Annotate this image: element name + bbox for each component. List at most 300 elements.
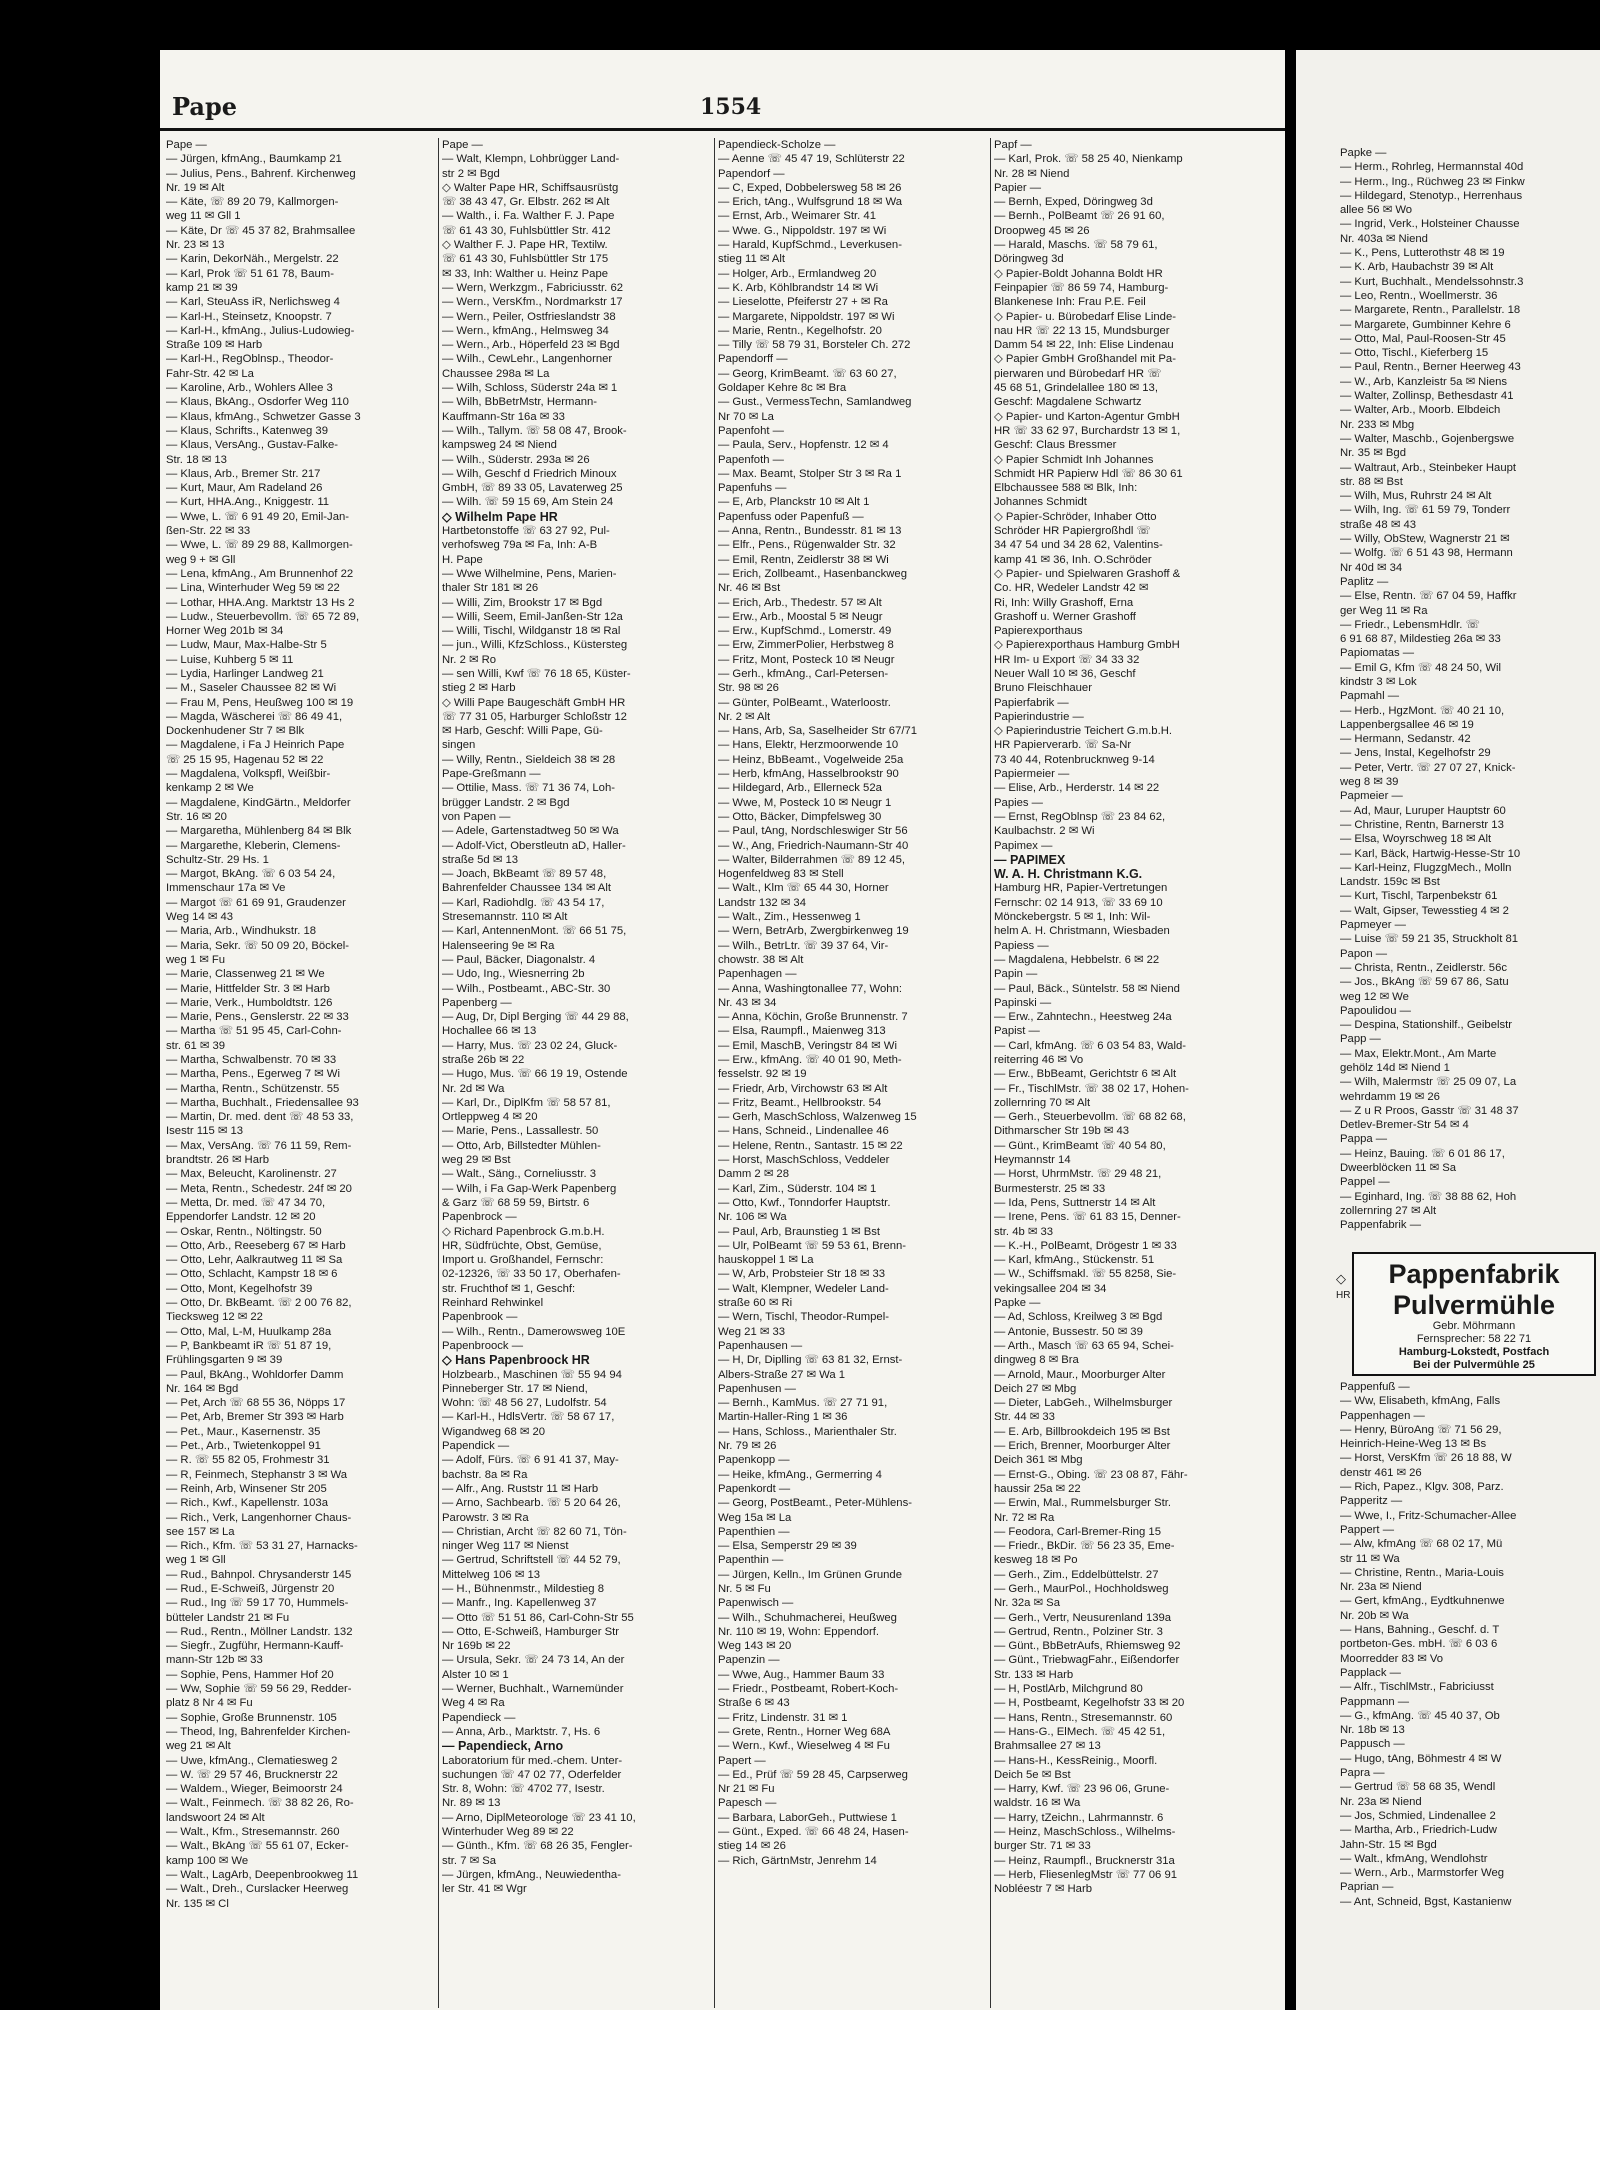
directory-entry-line: — Otto ☏ 51 51 86, Carl-Cohn-Str 55 [442,1611,634,1624]
directory-entry-line: ger Weg 11 ✉ Ra [1340,604,1428,617]
directory-entry-line: Str. 98 ✉ 26 [718,682,779,695]
directory-entry-line: — R. ☏ 55 82 05, Frohmestr 31 [166,1454,330,1467]
directory-entry-line: — Udo, Ing., Wiesnerring 2b [442,968,585,981]
directory-entry-line: — Arno, Sachbearb. ☏ 5 20 64 26, [442,1497,621,1510]
directory-entry-line: & Garz ☏ 68 59 59, Birtstr. 6 [442,1196,590,1209]
directory-entry-line: — Magdalena, Volkspfl, Weißbir- [166,768,331,781]
directory-entry-line: Papenfoth — [718,453,784,466]
directory-entry-line: Pappa — [1340,1133,1388,1146]
directory-entry-line: HR, Südfrüchte, Obst, Gemüse, [442,1239,602,1252]
directory-entry-line: — C, Exped, Dobbelersweg 58 ✉ 26 [718,181,902,194]
directory-entry-line: Hochallee 66 ✉ 13 [442,1025,537,1038]
directory-entry-line: — Otto, Arb., Reeseberg 67 ✉ Harb [166,1239,346,1252]
ad-line: Gebr. Möhrmann [1432,1320,1516,1332]
directory-entry-line: kamp 41 ✉ 36, Inh. O.Schröder [994,553,1152,566]
directory-entry-line: Papier — [994,181,1042,194]
directory-entry-line: — Wolfg. ☏ 6 51 43 98, Hermann [1340,547,1513,560]
directory-entry-line: Papinski — [994,996,1052,1009]
directory-entry-line: — Ottilie, Mass. ☏ 71 36 74, Loh- [442,782,615,795]
directory-entry-line: thaler Str 181 ✉ 26 [442,582,539,595]
directory-entry-line: Papert — [718,1754,766,1767]
directory-entry-line: — Wern., Kwf., Wieselweg 4 ✉ Fu [718,1740,890,1753]
directory-entry-line: — Walter, Zollinsp, Bethesdastr 41 [1340,390,1514,403]
directory-entry-line: vekingsallee 204 ✉ 34 [994,1282,1107,1295]
directory-entry-line: — Heinz, Bauing. ☏ 6 01 86 17, [1340,1147,1505,1160]
directory-entry-line: — E. Arb, Billbrookdeich 195 ✉ Bst [994,1425,1170,1438]
directory-entry-line: Papendick — [442,1440,510,1453]
directory-entry-line: — Otto, Mal, Paul-Roosen-Str 45 [1340,332,1506,345]
directory-entry-line: — Wern, BetrArb, Zwergbirkenweg 19 [718,925,909,938]
directory-entry-line: — Wilh., Schuhmacherei, Heußweg [718,1611,897,1624]
directory-entry-line: Blankenese Inh: Frau P.E. Feil [994,296,1146,309]
directory-entry-line: Weg 15a ✉ La [718,1511,792,1524]
directory-entry-line: ☏ 77 31 05, Harburger Schloßstr 12 [442,710,627,723]
directory-entry-line: — Otto, Mont, Kegelhofstr 39 [166,1282,313,1295]
directory-entry-line: — Marie, Verk., Humboldtstr. 126 [166,996,333,1009]
directory-entry-line: — Karl, Dr., DiplKfm ☏ 58 57 81, [442,1096,611,1109]
directory-entry-line: — G., kfmAng. ☏ 45 40 37, Ob [1340,1709,1500,1722]
directory-entry-line: Ri, Inh: Willy Grashoff, Erna [994,596,1134,609]
directory-entry-line: Burmesterstr. 25 ✉ 33 [994,1182,1106,1195]
directory-entry-line: Paplitz — [1340,575,1389,588]
directory-entry-line: straße 5d ✉ 13 [442,853,519,866]
directory-entry-line: — Hans, Schloss., Marienthaler Str. [718,1425,897,1438]
directory-entry-line: — Gertrud, Schriftstell ☏ 44 52 79, [442,1554,621,1567]
directory-entry-line: — Erw., Zahntechn., Heestweg 24a [994,1011,1172,1024]
directory-entry-line: Nr. 403a ✉ Niend [1340,232,1428,245]
directory-entry-line: Papesch — [718,1797,777,1810]
directory-entry-line: Str. 44 ✉ 33 [994,1411,1055,1424]
directory-entry-line: Nr. 135 ✉ Cl [166,1897,229,1910]
column-rule [714,138,715,2008]
directory-entry-line: — Jens, Instal, Kegelhofstr 29 [1340,747,1491,760]
directory-entry-line: Weg 143 ✉ 20 [718,1640,792,1653]
directory-entry-line: — Theod, Ing, Bahrenfelder Kirchen- [166,1725,351,1738]
directory-entry-line: ◇ Wilhelm Pape HR [442,509,558,524]
directory-entry-line: — Carl, kfmAng. ☏ 6 03 54 83, Wald- [994,1039,1187,1052]
directory-entry-line: — Feodora, Carl-Bremer-Ring 15 [994,1525,1161,1538]
directory-entry-line: str. Fruchthof ✉ 1, Geschf: [442,1282,576,1295]
directory-entry-line: helm A. H. Christmann, Wiesbaden [994,925,1170,938]
directory-entry-line: pierwaren und Bürobedarf HR ☏ [994,367,1162,380]
directory-entry-line: Papenkordt — [718,1482,791,1495]
directory-entry-line: — Erwin, Mal., Rummelsburger Str. [994,1497,1172,1510]
directory-entry-line: — Marie, Classenweg 21 ✉ We [166,968,325,981]
directory-entry-line: ◇ Papier- und Spielwaren Grashoff & [994,567,1181,580]
directory-entry-line: — Antonie, Bussestr. 50 ✉ 39 [994,1325,1143,1338]
directory-entry-line: — Martha, Pens., Egerweg 7 ✉ Wi [166,1068,340,1081]
directory-entry-line: stieg 14 ✉ 26 [718,1840,786,1853]
directory-entry-line: — Karin, DekorNäh., Mergelstr. 22 [166,253,339,266]
directory-entry-line: — W., Ang, Friedrich-Naumann-Str 40 [718,839,909,852]
directory-entry-line: waldstr. 16 ✉ Wa [994,1797,1081,1810]
directory-entry-line: Brahmsallee 27 ✉ 13 [994,1740,1101,1753]
directory-entry-line: — Christa, Rentn., Zeidlerstr. 56c [1340,961,1508,974]
directory-entry-line: — Jürgen, Kelln., Im Grünen Grunde [718,1568,902,1581]
directory-entry-line: Eppendorfer Landstr. 12 ✉ 20 [166,1211,316,1224]
directory-entry-line: — Karl, SteuAss iR, Nerlichsweg 4 [166,296,340,309]
directory-entry-line: Jahn-Str. 15 ✉ Bgd [1340,1838,1437,1851]
directory-entry-line: Papmeyer — [1340,919,1406,932]
directory-entry-line: 34 47 54 und 34 28 62, Valentins- [994,539,1163,552]
directory-entry-line: — Walt, Klempner, Wedeler Land- [718,1282,889,1295]
directory-entry-line: — Wern., Peiler, Ostfrieslandstr 38 [442,310,616,323]
directory-entry-line: — Otto, Lehr, Aalkrautweg 11 ✉ Sa [166,1254,343,1267]
directory-entry-line: Nr. 23a ✉ Niend [1340,1795,1422,1808]
directory-entry-line: — sen Willi, Kwf ☏ 76 18 65, Küster- [442,667,631,680]
directory-entry-line: ✉ Harb, Geschf: Willi Pape, Gü- [442,725,603,738]
directory-entry-line: — Wilh., CewLehr., Langenhorner [442,353,613,366]
directory-entry-line: hauskoppel 1 ✉ La [718,1254,814,1267]
directory-entry-line: ◇ Hans Papenbroock HR [442,1353,590,1368]
directory-entry-line: — Harald, Maschs. ☏ 58 79 61, [994,239,1158,252]
directory-entry-line: Grashoff u. Werner Grashoff [994,610,1136,623]
directory-entry-line: — Hans, Elektr, Herzmoorwende 10 [718,739,899,752]
directory-entry-line: Deich 27 ✉ Mbg [994,1382,1077,1395]
directory-entry-line: Deich 5e ✉ Bst [994,1768,1071,1781]
directory-entry-line: Papin — [994,968,1038,981]
directory-entry-line: — Walter, Bilderrahmen ☏ 89 12 45, [718,853,906,866]
directory-entry-line: — H, PostlArb, Milchgrund 80 [994,1683,1143,1696]
directory-entry-line: — Despina, Stationshilf., Geibelstr [1340,1019,1513,1032]
directory-entry-line: — Gerh., Zim., Eddelbüttelstr. 27 [994,1568,1159,1581]
directory-entry-line: Papierexporthaus [994,625,1083,638]
directory-entry-line: Papiess — [994,939,1049,952]
directory-entry-line: — Elfr., Pens., Rügenwalder Str. 32 [718,539,896,552]
directory-entry-line: — Karl-Heinz, FlugzgMech., Molln [1340,861,1512,874]
directory-entry-line: Döringweg 3d [994,253,1064,266]
directory-entry-line: — Horst, VersKfm ☏ 26 18 88, W [1340,1452,1512,1465]
directory-entry-line: ☏ 61 43 30, Fuhlsbüttler Str. 412 [442,224,611,237]
directory-entry-line: — Margarethe, Kleberin, Clemens- [166,839,341,852]
directory-entry-line: — Ernst-G., Obing. ☏ 23 08 87, Fähr- [994,1468,1188,1481]
directory-entry-line: — Ingrid, Verk., Holsteiner Chausse [1340,218,1520,231]
directory-entry-line: — Julius, Pens., Bahrenf. Kirchenweg [166,167,356,180]
directory-entry-line: — Willy, ObStew, Wagnerstr 21 ✉ [1340,533,1510,546]
directory-entry-line: — Hans, Arb, Sa, Saselheider Str 67/71 [718,725,918,738]
directory-entry-line: Wohn: ☏ 48 56 27, Ludolfstr. 54 [442,1397,607,1410]
column-2 [442,138,710,2008]
directory-entry-line: Pappenhagen — [1340,1409,1425,1422]
directory-entry-line: — Otto, Schlacht, Kampstr 18 ✉ 6 [166,1268,338,1281]
directory-entry-line: — Sophie, Große Brunnenstr. 105 [166,1711,337,1724]
directory-entry-line: — Pet, Arb, Bremer Str 393 ✉ Harb [166,1411,344,1424]
directory-entry-line: — Wilh, Schloss, Süderstr 24a ✉ 1 [442,382,618,395]
directory-entry-line: — Heinz, BbBeamt., Vogelweide 25a [718,753,904,766]
directory-entry-line: — Otto, Tischl., Kieferberg 15 [1340,347,1489,360]
directory-entry-line: — Meta, Rentn., Schedestr. 24f ✉ 20 [166,1182,352,1195]
directory-entry-line: Bruno Fleischhauer [994,682,1092,695]
directory-entry-line: — Wern., Arb., Marmstorfer Weg [1340,1867,1505,1880]
directory-entry-line: Nr. 72 ✉ Ra [994,1511,1055,1524]
directory-entry-line: — Aenne ☏ 45 47 19, Schlüterstr 22 [718,153,905,166]
directory-entry-line: Elbchaussee 588 ✉ Blk, Inh: [994,482,1138,495]
directory-entry-line: — Kurt, Maur, Am Radeland 26 [166,482,323,495]
directory-entry-line: Import u. Großhandel, Fernschr: [442,1254,604,1267]
directory-entry-line: — Harry, Mus. ☏ 23 02 24, Gluck- [442,1039,618,1052]
directory-entry-line: Hamburg HR, Papier-Vertretungen [994,882,1168,895]
directory-entry-line: denstr 461 ✉ 26 [1340,1466,1422,1479]
directory-entry-line: Dweerblöcken 11 ✉ Sa [1340,1162,1457,1175]
directory-entry-line: str. 61 ✉ 39 [166,1039,226,1052]
directory-entry-line: — Adele, Gartenstadtweg 50 ✉ Wa [442,825,619,838]
directory-entry-line: — Metta, Dr. med. ☏ 47 34 70, [166,1196,326,1209]
directory-entry-line: 6 91 68 87, Mildestieg 26a ✉ 33 [1340,633,1501,646]
directory-entry-line: — Wilh., Rentn., Damerowsweg 10E [442,1325,626,1338]
directory-entry-line: — Ed., Prüf ☏ 59 28 45, Carpserweg [718,1768,908,1781]
directory-entry-line: — Bernh., KamMus. ☏ 27 71 91, [718,1397,888,1410]
ad-line: Hamburg-Lokstedt, Postfach [1398,1346,1550,1358]
directory-entry-line: — Herb, kfmAng, Hasselbrookstr 90 [718,768,899,781]
directory-entry-line: stieg 11 ✉ Alt [718,253,786,266]
directory-entry-line: — Karl-H., RegOblnsp., Theodor- [166,353,334,366]
directory-entry-line: ☏ 38 43 47, Gr. Elbstr. 262 ✉ Alt [442,196,610,209]
directory-entry-line: ◇ Willi Pape Baugeschäft GmbH HR [442,696,626,709]
directory-entry-line: stieg 2 ✉ Harb [442,682,516,695]
directory-entry-line: — Ww, Sophie ☏ 59 56 29, Redder- [166,1683,352,1696]
directory-entry-line: — Ernst, Arb., Weimarer Str. 41 [718,210,876,223]
directory-entry-line: — Friedr, Arb, Virchowstr 63 ✉ Alt [718,1082,888,1095]
column-rule [990,138,991,2008]
directory-entry-line: Nr. 23 ✉ 13 [166,239,225,252]
directory-entry-line: Nr. 2 ✉ Alt [718,710,771,723]
directory-entry-line: Nr. 106 ✉ Wa [718,1211,787,1224]
directory-entry-line: Landstr 132 ✉ 34 [718,896,806,909]
directory-entry-line: Mönckebergstr. 5 ✉ 1, Inh: Wil- [994,911,1151,924]
directory-entry-line: — Gert, kfmAng., Eydtkuhnenwe [1340,1595,1505,1608]
directory-entry-line: — Wilh., Postbeamt., ABC-Str. 30 [442,982,611,995]
directory-entry-line: — Barbara, LaborGeh., Puttwiese 1 [718,1811,897,1824]
directory-entry-line: ◇ Papier-Schröder, Inhaber Otto [994,510,1157,523]
directory-entry-line: weg 1 ✉ Gll [166,1554,226,1567]
directory-entry-line: kindstr 3 ✉ Lok [1340,675,1417,688]
directory-entry-line: Nr 70 ✉ La [718,410,774,423]
directory-entry-line: — Siegfr., Zugführ, Hermann-Kauff- [166,1640,344,1653]
directory-entry-line: — Max, VersAng. ☏ 76 11 59, Rem- [166,1139,352,1152]
directory-entry-line: Dithmarscher Str 19b ✉ 43 [994,1125,1130,1138]
directory-entry-line: — Harald, KupfSchmd., Leverkusen- [718,239,902,252]
directory-entry-line: Johannes Schmidt [994,496,1087,509]
directory-entry-line: — Martha, Arb., Friedrich-Ludw [1340,1824,1497,1837]
directory-entry-line: — Martha, Rentn., Schützenstr. 55 [166,1082,340,1095]
directory-entry-line: — Ida, Pens, Suttnerstr 14 ✉ Alt [994,1196,1156,1209]
column-rule [438,138,439,2008]
directory-entry-line: Nr. 79 ✉ 26 [718,1440,777,1453]
directory-entry-line: — Dieter, LabGeh., Wilhelmsburger [994,1397,1173,1410]
directory-entry-line: — Günt., TriebwagFahr., Eißendorfer [994,1654,1180,1667]
directory-entry-line: str. 4b ✉ 33 [994,1225,1054,1238]
directory-entry-line: Kauffmann-Str 16a ✉ 33 [442,410,565,423]
directory-entry-line: — Erw., BbBeamt, Gerichtstr 6 ✉ Alt [994,1068,1177,1081]
directory-entry-line: — Hugo, Mus. ☏ 66 19 19, Ostende [442,1068,628,1081]
page-number: 1554 [700,94,762,120]
directory-entry-line: Papendorf — [718,167,785,180]
directory-entry-line: ◇ Walter Pape HR, Schiffsausrüstg [442,181,619,194]
directory-entry-line: Nr. 18b ✉ 13 [1340,1724,1405,1737]
directory-entry-line: — Wilh., Süderstr. 293a ✉ 26 [442,453,590,466]
directory-entry-line: — Käte, Dr ☏ 45 37 82, Brahmsallee [166,224,356,237]
directory-entry-line: — Walt., Klm ☏ 65 44 30, Horner [718,882,889,895]
directory-entry-line: Str. 18 ✉ 13 [166,453,227,466]
directory-entry-line: Papimex — [994,839,1053,852]
directory-entry-line: — Rich, GärtnMstr, Jenrehm 14 [718,1854,877,1867]
directory-entry-line: — W., Arb, Kanzleistr 5a ✉ Niens [1340,375,1508,388]
directory-entry-line: weg 12 ✉ We [1340,990,1409,1003]
directory-entry-line: Papist — [994,1025,1040,1038]
directory-entry-line: — Wwe, I., Fritz-Schumacher-Allee [1340,1509,1517,1522]
directory-entry-line: — P, Bankbeamt iR ☏ 51 87 19, [166,1339,332,1352]
directory-entry-line: — Wern., VersKfm., Nordmarkstr 17 [442,296,623,309]
column-1 [166,138,434,2008]
directory-entry-line: Str. 133 ✉ Harb [994,1668,1074,1681]
directory-entry-line: Nr 169b ✉ 22 [442,1640,511,1653]
directory-entry-line: Frühlingsgarten 9 ✉ 39 [166,1354,283,1367]
directory-entry-line: straße 26b ✉ 22 [442,1054,525,1066]
directory-entry-line: Fernschr: 02 14 913, ☏ 33 69 10 [994,896,1163,909]
directory-entry-line: ◇ Papierexporthaus Hamburg GmbH [994,639,1180,652]
directory-entry-line: Papke — [1340,147,1387,159]
directory-entry-line: Papies — [994,796,1043,809]
directory-entry-line: — Max, Elektr.Mont., Am Marte [1340,1047,1497,1060]
directory-entry-line: — Peter, Vertr. ☏ 27 07 27, Knick- [1340,761,1516,774]
directory-entry-line: — Elsa, Raumpfl., Maienweg 313 [718,1025,886,1038]
directory-entry-line: Hogenfeldweg 83 ✉ Stell [718,868,844,881]
directory-entry-line: Droopweg 45 ✉ 26 [994,224,1090,237]
directory-entry-line: Pappert — [1340,1523,1395,1536]
directory-entry-line: Papmahl — [1340,690,1400,703]
directory-entry-line: Pape — [442,139,483,151]
directory-entry-line: — Gertrud ☏ 58 68 35, Wendl [1340,1781,1496,1794]
directory-entry-line: — Ludw, Maur, Max-Halbe-Str 5 [166,639,327,652]
directory-entry-line: — Magdalene, KindGärtn., Meldorfer [166,796,351,809]
directory-entry-line: Papenfuss oder Papenfuß — [718,510,864,523]
directory-entry-line: brandtstr. 26 ✉ Harb [166,1154,270,1167]
directory-entry-line: — Arno, DiplMeteorologe ☏ 23 41 10, [442,1811,636,1824]
directory-entry-line: Papendorff — [718,353,788,366]
directory-entry-line: Papendieck-Scholze — [718,139,836,151]
directory-entry-line: — R, Feinmech, Stephanstr 3 ✉ Wa [166,1468,348,1481]
directory-entry-line: Str. 8, Wohn: ☏ 4702 77, Isestr. [442,1783,605,1796]
directory-entry-line: — Karl-H., HdlsVertr. ☏ 58 67 17, [442,1411,615,1424]
directory-entry-line: — Klaus, kfmAng., Schwetzer Gasse 3 [166,410,361,423]
ad-line: Bei der Pulvermühle 25 [1413,1359,1535,1371]
directory-entry-line: — Arth., Masch ☏ 63 65 94, Schei- [994,1339,1174,1352]
directory-entry-line: Papenbrook — [442,1311,518,1324]
directory-entry-line: ◇ Papier- u. Bürobedarf Elise Linde- [994,310,1177,323]
directory-entry-line: — Martin, Dr. med. dent ☏ 48 53 33, [166,1111,354,1124]
directory-entry-line: — Wilh, Geschf d Friedrich Minoux [442,467,617,480]
directory-entry-line: — Pet., Arb., Twietenkoppel 91 [166,1440,321,1453]
directory-entry-line: — Hans-G., ElMech. ☏ 45 42 51, [994,1725,1166,1738]
directory-entry-line: — H, Dr, Diplling ☏ 63 81 32, Ernst- [718,1354,903,1367]
directory-entry-line: — Magdalene, i Fa J Heinrich Pape [166,739,345,752]
directory-entry-line: Nr. 5 ✉ Fu [718,1582,771,1595]
directory-entry-line: — Rich., Kfm. ☏ 53 31 27, Harnacks- [166,1540,358,1553]
directory-entry-line: — Tilly ☏ 58 79 31, Borsteler Ch. 272 [718,339,911,352]
directory-entry-line: — Christian, Archt ☏ 82 60 71, Tön- [442,1525,627,1538]
advertisement-box [1352,1252,1596,1376]
directory-entry-line: — Alfr., Ang. Ruststr 11 ✉ Harb [442,1482,599,1495]
directory-entry-line: Straße 6 ✉ 43 [718,1697,790,1710]
directory-entry-line: — Walth., i. Fa. Walther F. J. Pape [442,210,615,223]
directory-entry-line: — Pet, Arch ☏ 68 55 36, Nöpps 17 [166,1397,346,1410]
directory-entry-line: Nr. 20b ✉ Wa [1340,1609,1409,1622]
directory-entry-line: — Günt., BbBetrAufs, Rhiemsweg 92 [994,1640,1181,1653]
directory-entry-line: Papenhagen — [718,968,797,981]
directory-entry-line: — Erw., kfmAng. ☏ 40 01 90, Meth- [718,1054,902,1066]
directory-entry-line: — Ursula, Sekr. ☏ 24 73 14, An der [442,1654,625,1667]
directory-entry-line: — Jürgen, kfmAng., Baumkamp 21 [166,153,342,166]
directory-entry-line: — Grete, Rentn., Horner Weg 68A [718,1725,891,1738]
directory-entry-line: Hartbetonstoffe ☏ 63 27 92, Pul- [442,525,610,538]
directory-entry-line: Pape — [166,139,207,151]
directory-entry-line: — Ad, Maur, Luruper Hauptstr 60 [1340,804,1506,817]
directory-entry-line: Winterhuder Weg 89 ✉ 22 [442,1826,574,1839]
ad-title-2: Pulvermühle [1392,1290,1556,1320]
directory-entry-line: Nr. 35 ✉ Bgd [1340,447,1406,460]
directory-entry-line: H. Pape [442,553,483,566]
directory-entry-line: — Rich., Kwf., Kapellenstr. 103a [166,1497,329,1510]
directory-entry-line: — Marie, Hittfelder Str. 3 ✉ Harb [166,982,330,995]
directory-entry-line: Nr 21 ✉ Fu [718,1783,775,1796]
directory-entry-line: — Wwe, Aug., Hammer Baum 33 [718,1668,885,1681]
directory-entry-line: — Kurt, Tischl, Tarpenbekstr 61 [1340,890,1498,903]
directory-entry-line: — Ludw., Steuerbevollm. ☏ 65 72 89, [166,610,360,623]
directory-entry-line: — Klaus, VersAng., Gustav-Falke- [166,439,339,452]
directory-entry-line: — Emil G, Kfm ☏ 48 24 50, Wil [1340,661,1502,674]
directory-entry-line: — Walt., Kfm., Stresemannstr. 260 [166,1826,340,1839]
directory-entry-line: — Rud., E-Schweiß, Jürgenstr 20 [166,1582,335,1595]
directory-entry-line: 73 40 44, Rotenbrucknweg 9-14 [994,753,1155,766]
directory-entry-line: — Frau M, Pens, Heußweg 100 ✉ 19 [166,696,354,709]
directory-entry-line: — Lina, Winterhuder Weg 59 ✉ 22 [166,582,340,595]
directory-entry-line: Pappusch — [1340,1738,1405,1751]
directory-entry-line: ◇ Papierindustrie Teichert G.m.b.H. [994,725,1173,738]
directory-entry-line: Papoulidou — [1340,1004,1411,1017]
directory-entry-line: — Herm., Rohrleg, Hermannstal 40d [1340,161,1524,174]
directory-entry-line: — Helene, Rentn., Santastr. 15 ✉ 22 [718,1139,903,1152]
directory-entry-line: — Otto, Kwf., Tonndorfer Hauptstr. [718,1196,891,1209]
directory-entry-line: — Otto, Bäcker, Dimpfelsweg 30 [718,810,882,823]
directory-entry-line: — Ant, Schneid, Bgst, Kastanienw [1340,1895,1512,1908]
directory-entry-line: — Jos., BkAng ☏ 59 67 86, Satu [1340,976,1509,989]
directory-entry-line: — Karl-H., Steinsetz, Knoopstr. 7 [166,310,332,323]
directory-entry-line: — Martha ☏ 51 95 45, Carl-Cohn- [166,1025,342,1038]
directory-entry-line: — Rud., Rentn., Möllner Landstr. 132 [166,1625,353,1638]
directory-entry-line: see 157 ✉ La [166,1525,235,1538]
directory-entry-line: Nobléestr 7 ✉ Harb [994,1883,1092,1896]
directory-entry-line: — Bernh, Exped, Döringweg 3d [994,196,1153,209]
directory-entry-line: Papenwisch — [718,1597,794,1610]
directory-entry-line: — Paula, Serv., Hopfenstr. 12 ✉ 4 [718,439,889,452]
directory-entry-line: Papf — [994,139,1032,151]
directory-entry-line: — Heinz, MaschSchloss., Wilhelms- [994,1826,1176,1839]
directory-entry-line: straße 60 ✉ Ri [718,1297,793,1310]
directory-entry-line: — Walt., Säng., Corneliusstr. 3 [442,1168,597,1181]
directory-entry-line: ◇ Papier- und Karton-Agentur GmbH [994,410,1180,423]
directory-entry-line: singen [442,739,476,752]
directory-entry-line: — Günt., KrimBeamt ☏ 40 54 80, [994,1139,1166,1152]
directory-entry-line: ✉ 33, Inh: Walther u. Heinz Pape [442,267,609,280]
directory-entry-line: — Papendieck, Arno [442,1739,564,1754]
directory-entry-line: — H., Bühnenmstr., Mildestieg 8 [442,1582,604,1595]
directory-entry-line: — Fritz, Lindenstr. 31 ✉ 1 [718,1711,848,1724]
directory-entry-line: — Margaretha, Mühlenberg 84 ✉ Blk [166,825,352,838]
directory-entry-line: straße 48 ✉ 43 [1340,518,1417,531]
directory-entry-line: — Maria, Sekr. ☏ 50 09 20, Böckel- [166,939,350,952]
directory-entry-line: — Karl, AntennenMont. ☏ 66 51 75, [442,925,627,938]
directory-entry-line: — Klaus, Schrifts., Katenweg 39 [166,424,329,437]
